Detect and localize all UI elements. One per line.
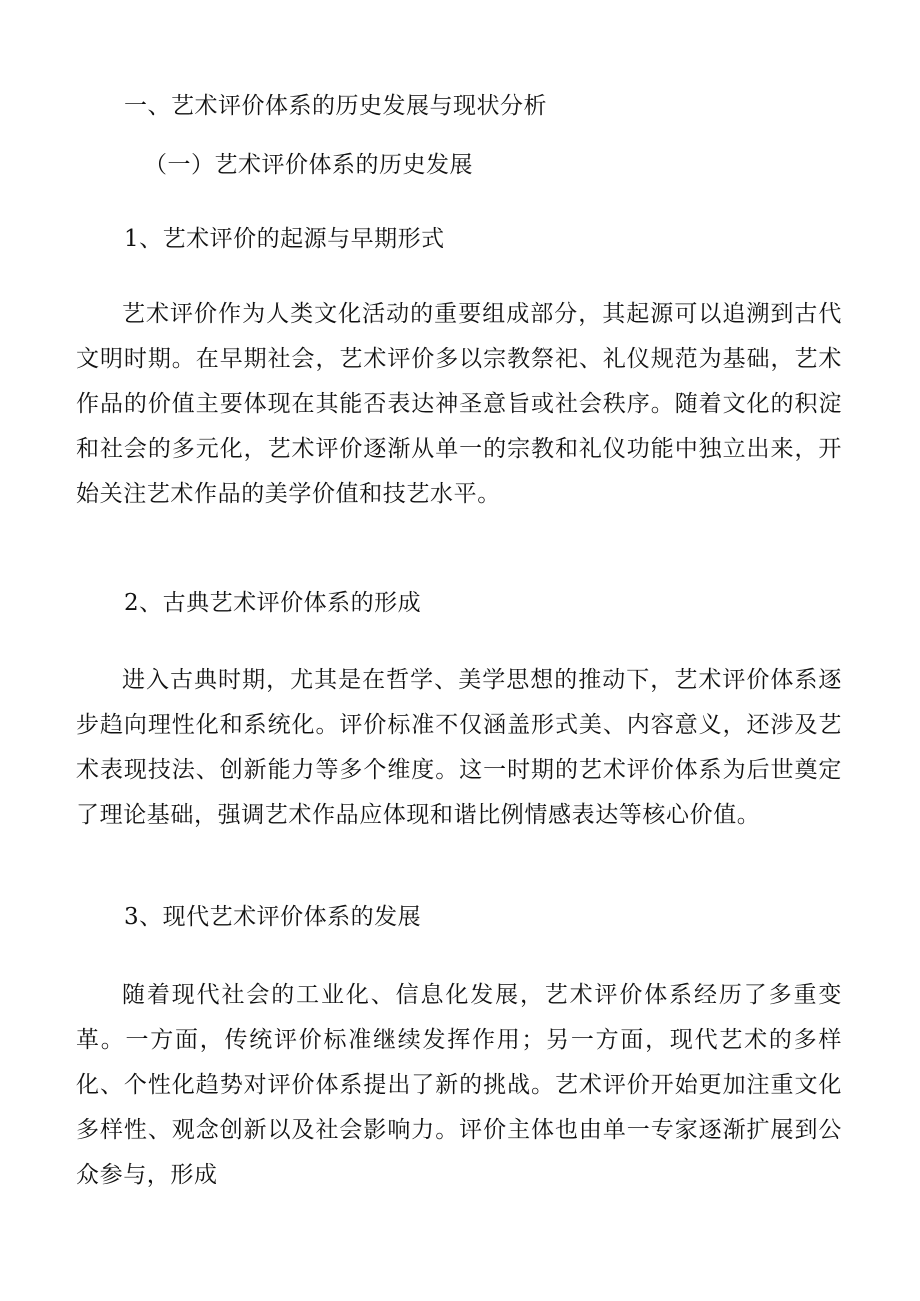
chapter-heading: 一、艺术评价体系的历史发展与现状分析 <box>124 93 547 119</box>
subsection-title-2: 2、古典艺术评价体系的形成 <box>124 590 422 616</box>
paragraph-3: 随着现代社会的工业化、信息化发展，艺术评价体系经历了多重变革。一方面，传统评价标准继续发挥作用；另一方面，现代艺术的多样化、个性化趋势对评价体系提出了新的挑战。艺术评价开始更加注重文化多样性、观念创新以及社会影响力。评价主体也由单一专家逐渐扩展到公众参与，形成 <box>76 982 842 1188</box>
subsection-title-1: 1、艺术评价的起源与早期形式 <box>124 226 445 252</box>
subsection-title-3: 3、现代艺术评价体系的发展 <box>124 904 422 930</box>
section-heading: （一）艺术评价体系的历史发展 <box>144 152 473 178</box>
paragraph-1: 艺术评价作为人类文化活动的重要组成部分，其起源可以追溯到古代文明时期。在早期社会，艺术评价多以宗教祭祀、礼仪规范为基础，艺术作品的价值主要体现在其能否表达神圣意旨或社会秩序。随着文化的积淀和社会的多元化，艺术评价逐渐从单一的宗教和礼仪功能中独立出来，开始关注艺术作品的美学价值和技艺水平。 <box>76 301 842 507</box>
paragraph-2: 进入古典时期，尤其是在哲学、美学思想的推动下，艺术评价体系逐步趋向理性化和系统化。评价标准不仅涵盖形式美、内容意义，还涉及艺术表现技法、创新能力等多个维度。这一时期的艺术评价体系为后世奠定了理论基础，强调艺术作品应体现和谐比例情感表达等核心价值。 <box>76 667 842 828</box>
